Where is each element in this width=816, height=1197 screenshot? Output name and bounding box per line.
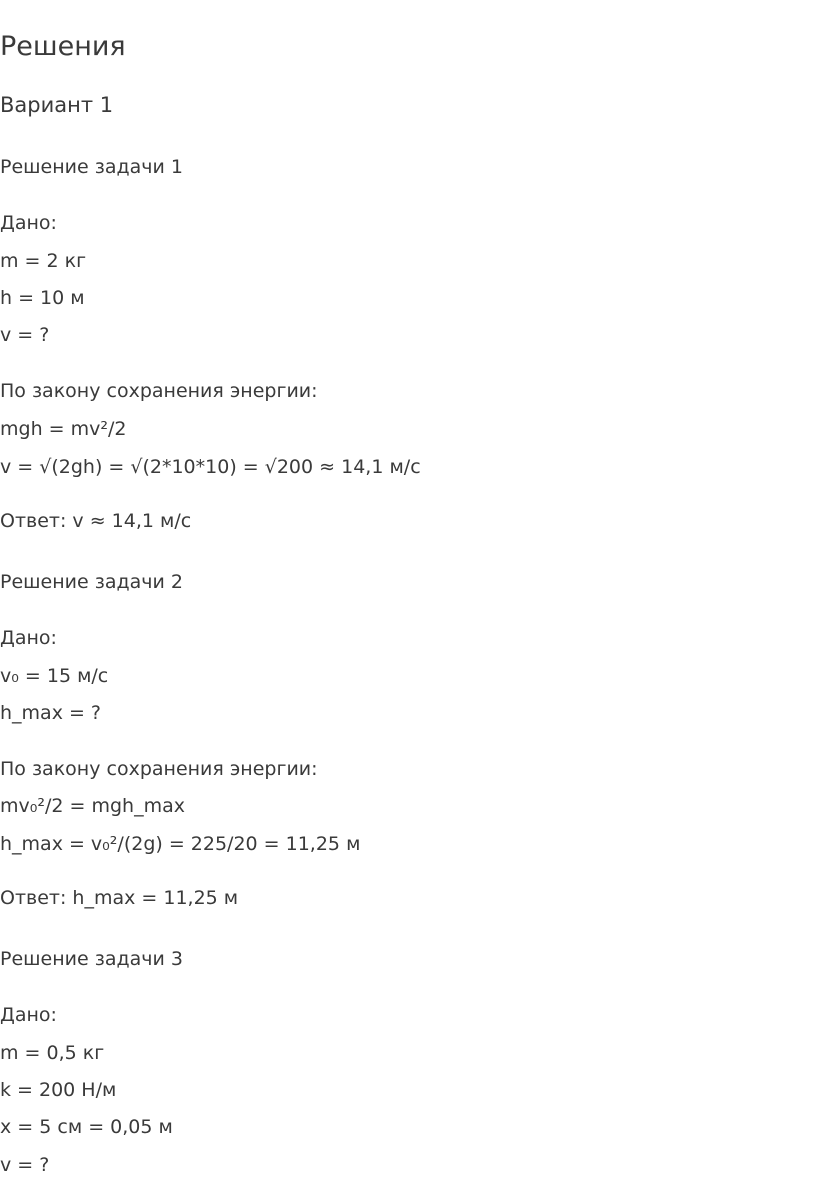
problem-1-given-mass: m = 2 кг	[0, 250, 87, 272]
problem-2-formula-2: h_max = v₀²/(2g) = 225/20 = 11,25 м	[0, 833, 361, 855]
problem-1-heading: Решение задачи 1	[0, 156, 183, 178]
problem-3-given-displacement: x = 5 см = 0,05 м	[0, 1116, 173, 1138]
problem-1-answer: Ответ: v ≈ 14,1 м/с	[0, 510, 192, 532]
problem-1-law: По закону сохранения энергии:	[0, 380, 318, 402]
problem-3-given-label: Дано:	[0, 1004, 57, 1026]
problem-3-heading: Решение задачи 3	[0, 948, 183, 970]
problem-2-given-max-height: h_max = ?	[0, 702, 102, 724]
problem-1-formula-2: v = √(2gh) = √(2*10*10) = √200 ≈ 14,1 м/с	[0, 456, 421, 478]
problem-2-answer: Ответ: h_max = 11,25 м	[0, 887, 239, 909]
problem-1-given-label: Дано:	[0, 212, 57, 234]
variant-heading: Вариант 1	[0, 93, 114, 117]
problem-2-given-initial-velocity: v₀ = 15 м/с	[0, 665, 109, 687]
problem-2-law: По закону сохранения энергии:	[0, 758, 318, 780]
problem-3-given-mass: m = 0,5 кг	[0, 1042, 105, 1064]
problem-2-given-label: Дано:	[0, 627, 57, 649]
problem-1-given-height: h = 10 м	[0, 287, 85, 309]
problem-1-formula-1: mgh = mv²/2	[0, 418, 127, 440]
problem-2-heading: Решение задачи 2	[0, 571, 183, 593]
page-title: Решения	[0, 31, 126, 62]
problem-3-given-stiffness: k = 200 Н/м	[0, 1079, 117, 1101]
problem-2-formula-1: mv₀²/2 = mgh_max	[0, 795, 185, 817]
problem-1-given-velocity: v = ?	[0, 324, 50, 346]
problem-3-given-velocity: v = ?	[0, 1154, 50, 1176]
